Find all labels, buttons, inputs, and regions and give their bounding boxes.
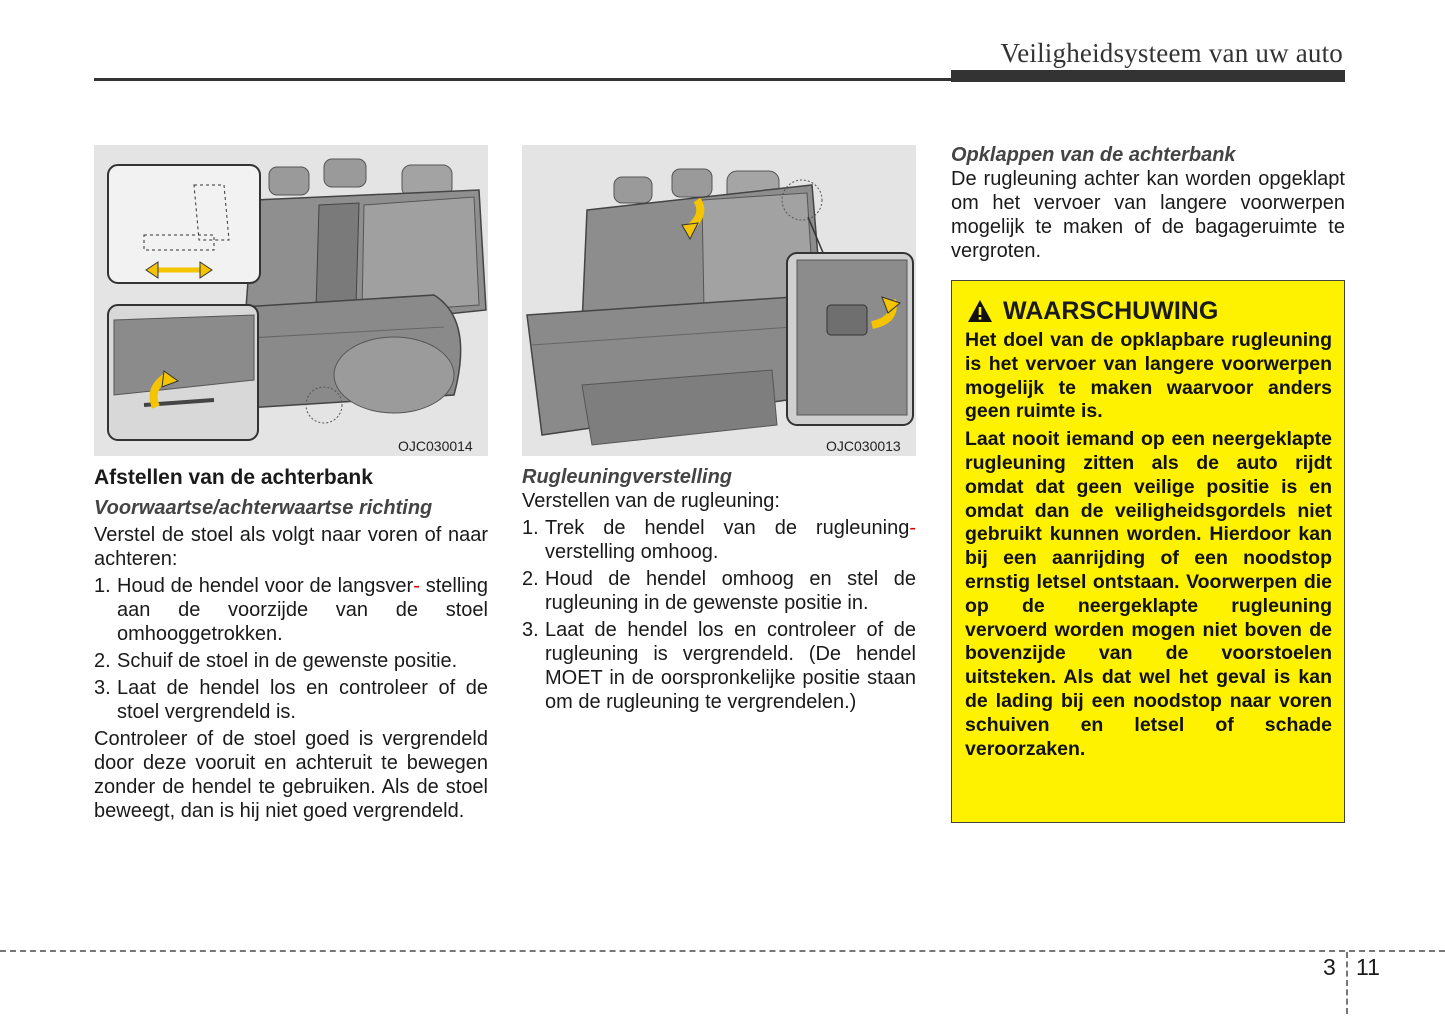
list-item xyxy=(522,567,916,615)
list-item xyxy=(522,618,916,714)
chapter-number: 3 xyxy=(1323,954,1336,980)
step-text: Trek de hendel van de rugleuning xyxy=(545,517,910,539)
warning-title-text: WAARSCHUWING xyxy=(1003,297,1219,325)
list-item xyxy=(94,676,488,724)
header-rule xyxy=(94,78,951,81)
step-number: 3. xyxy=(94,677,111,699)
step-text: Laat de hendel los en controleer of de stoel vergrendeld is. xyxy=(117,677,488,723)
list-item xyxy=(522,516,916,564)
warning-title xyxy=(965,295,1332,327)
list-item xyxy=(94,649,488,673)
step-list xyxy=(522,516,916,714)
step-number: 3. xyxy=(522,619,539,641)
column-3 xyxy=(951,143,1345,263)
warning-paragraph: Laat nooit iemand op een neergeklapte rugleuning zitten als de auto rijdt omdat dat geen veilige positie is en omdat dan de veiligheidsgordels niet gebruikt kunnen worden. Hierdoor kan bij een aanrijding of een noodstop ernstig letsel ontstaan. Voorwerpen die op de neergeklapte rugleuning vervoerd worden mogen niet boven de bovenzijde van de voorstoelen uitsteken. Als dat wel het geval is kan de lading bij een noodstop naar voren schuiven en letsel of schade veroorzaken. xyxy=(965,428,1332,760)
body-paragraph: De rugleuning achter kan worden opgeklapt om het vervoer van langere voorwerpen mogelijk te maken of de bagageruimte te vergroten. xyxy=(951,168,1345,262)
header-bar xyxy=(951,70,1345,82)
hyphen: - xyxy=(909,517,916,539)
intro-paragraph: Verstellen van de rugleuning: xyxy=(522,490,780,512)
page-header-title: Veiligheidsysteem van uw auto xyxy=(1000,38,1343,68)
footer-rule xyxy=(0,950,1445,952)
warning-box xyxy=(951,280,1345,823)
outro-paragraph: Controleer of de stoel goed is vergrendeld door deze vooruit en achteruit te bewegen zonder de hendel te gebruiken. Als de stoel beweegt, dan is hij niet goed vergrendeld. xyxy=(94,728,488,822)
step-number: 2. xyxy=(94,650,111,672)
section-subheading: Voorwaartse/achterwaartse richting xyxy=(94,497,433,519)
column-2 xyxy=(522,465,916,714)
hyphen: - xyxy=(413,575,420,597)
figure-seat-slide xyxy=(94,145,488,456)
step-text: Houd de hendel omhoog en stel de rugleuning in de gewenste positie in. xyxy=(545,568,916,614)
step-number: 1. xyxy=(94,575,111,597)
page-number: 11 xyxy=(1356,954,1380,980)
step-text: Houd de hendel voor de langsver xyxy=(117,575,414,597)
warning-paragraph: Het doel van de opklapbare rugleuning is het vervoer van langere voorwerpen mogelijk te maken waarvoor anders geen ruimte is. xyxy=(965,329,1332,423)
step-text: Schuif de stoel in de gewenste positie. xyxy=(117,650,458,672)
step-text: stelling aan de voorzijde van de stoel omhooggetrokken. xyxy=(117,575,488,645)
step-text: verstelling omhoog. xyxy=(545,541,719,563)
figure-seatback-recline xyxy=(522,145,916,456)
section-subheading: Opklappen van de achterbank xyxy=(951,144,1236,166)
figure-code: OJC030014 xyxy=(398,438,473,454)
section-heading: Afstellen van de achterbank xyxy=(94,466,373,489)
step-list xyxy=(94,574,488,724)
column-1 xyxy=(94,465,488,823)
section-subheading: Rugleuningverstelling xyxy=(522,466,733,488)
warning-triangle-icon xyxy=(967,299,993,323)
intro-paragraph: Verstel de stoel als volgt naar voren of naar achteren: xyxy=(94,524,488,570)
step-text: Laat de hendel los en controleer of de rugleuning is vergrendeld. (De hendel MOET in de oorspronkelijke positie staan om de rugleuning te vergrendelen.) xyxy=(545,619,916,713)
step-number: 1. xyxy=(522,517,539,539)
step-number: 2. xyxy=(522,568,539,590)
page-number-separator xyxy=(1346,952,1348,1014)
figure-code: OJC030013 xyxy=(826,438,901,454)
list-item xyxy=(94,574,488,646)
